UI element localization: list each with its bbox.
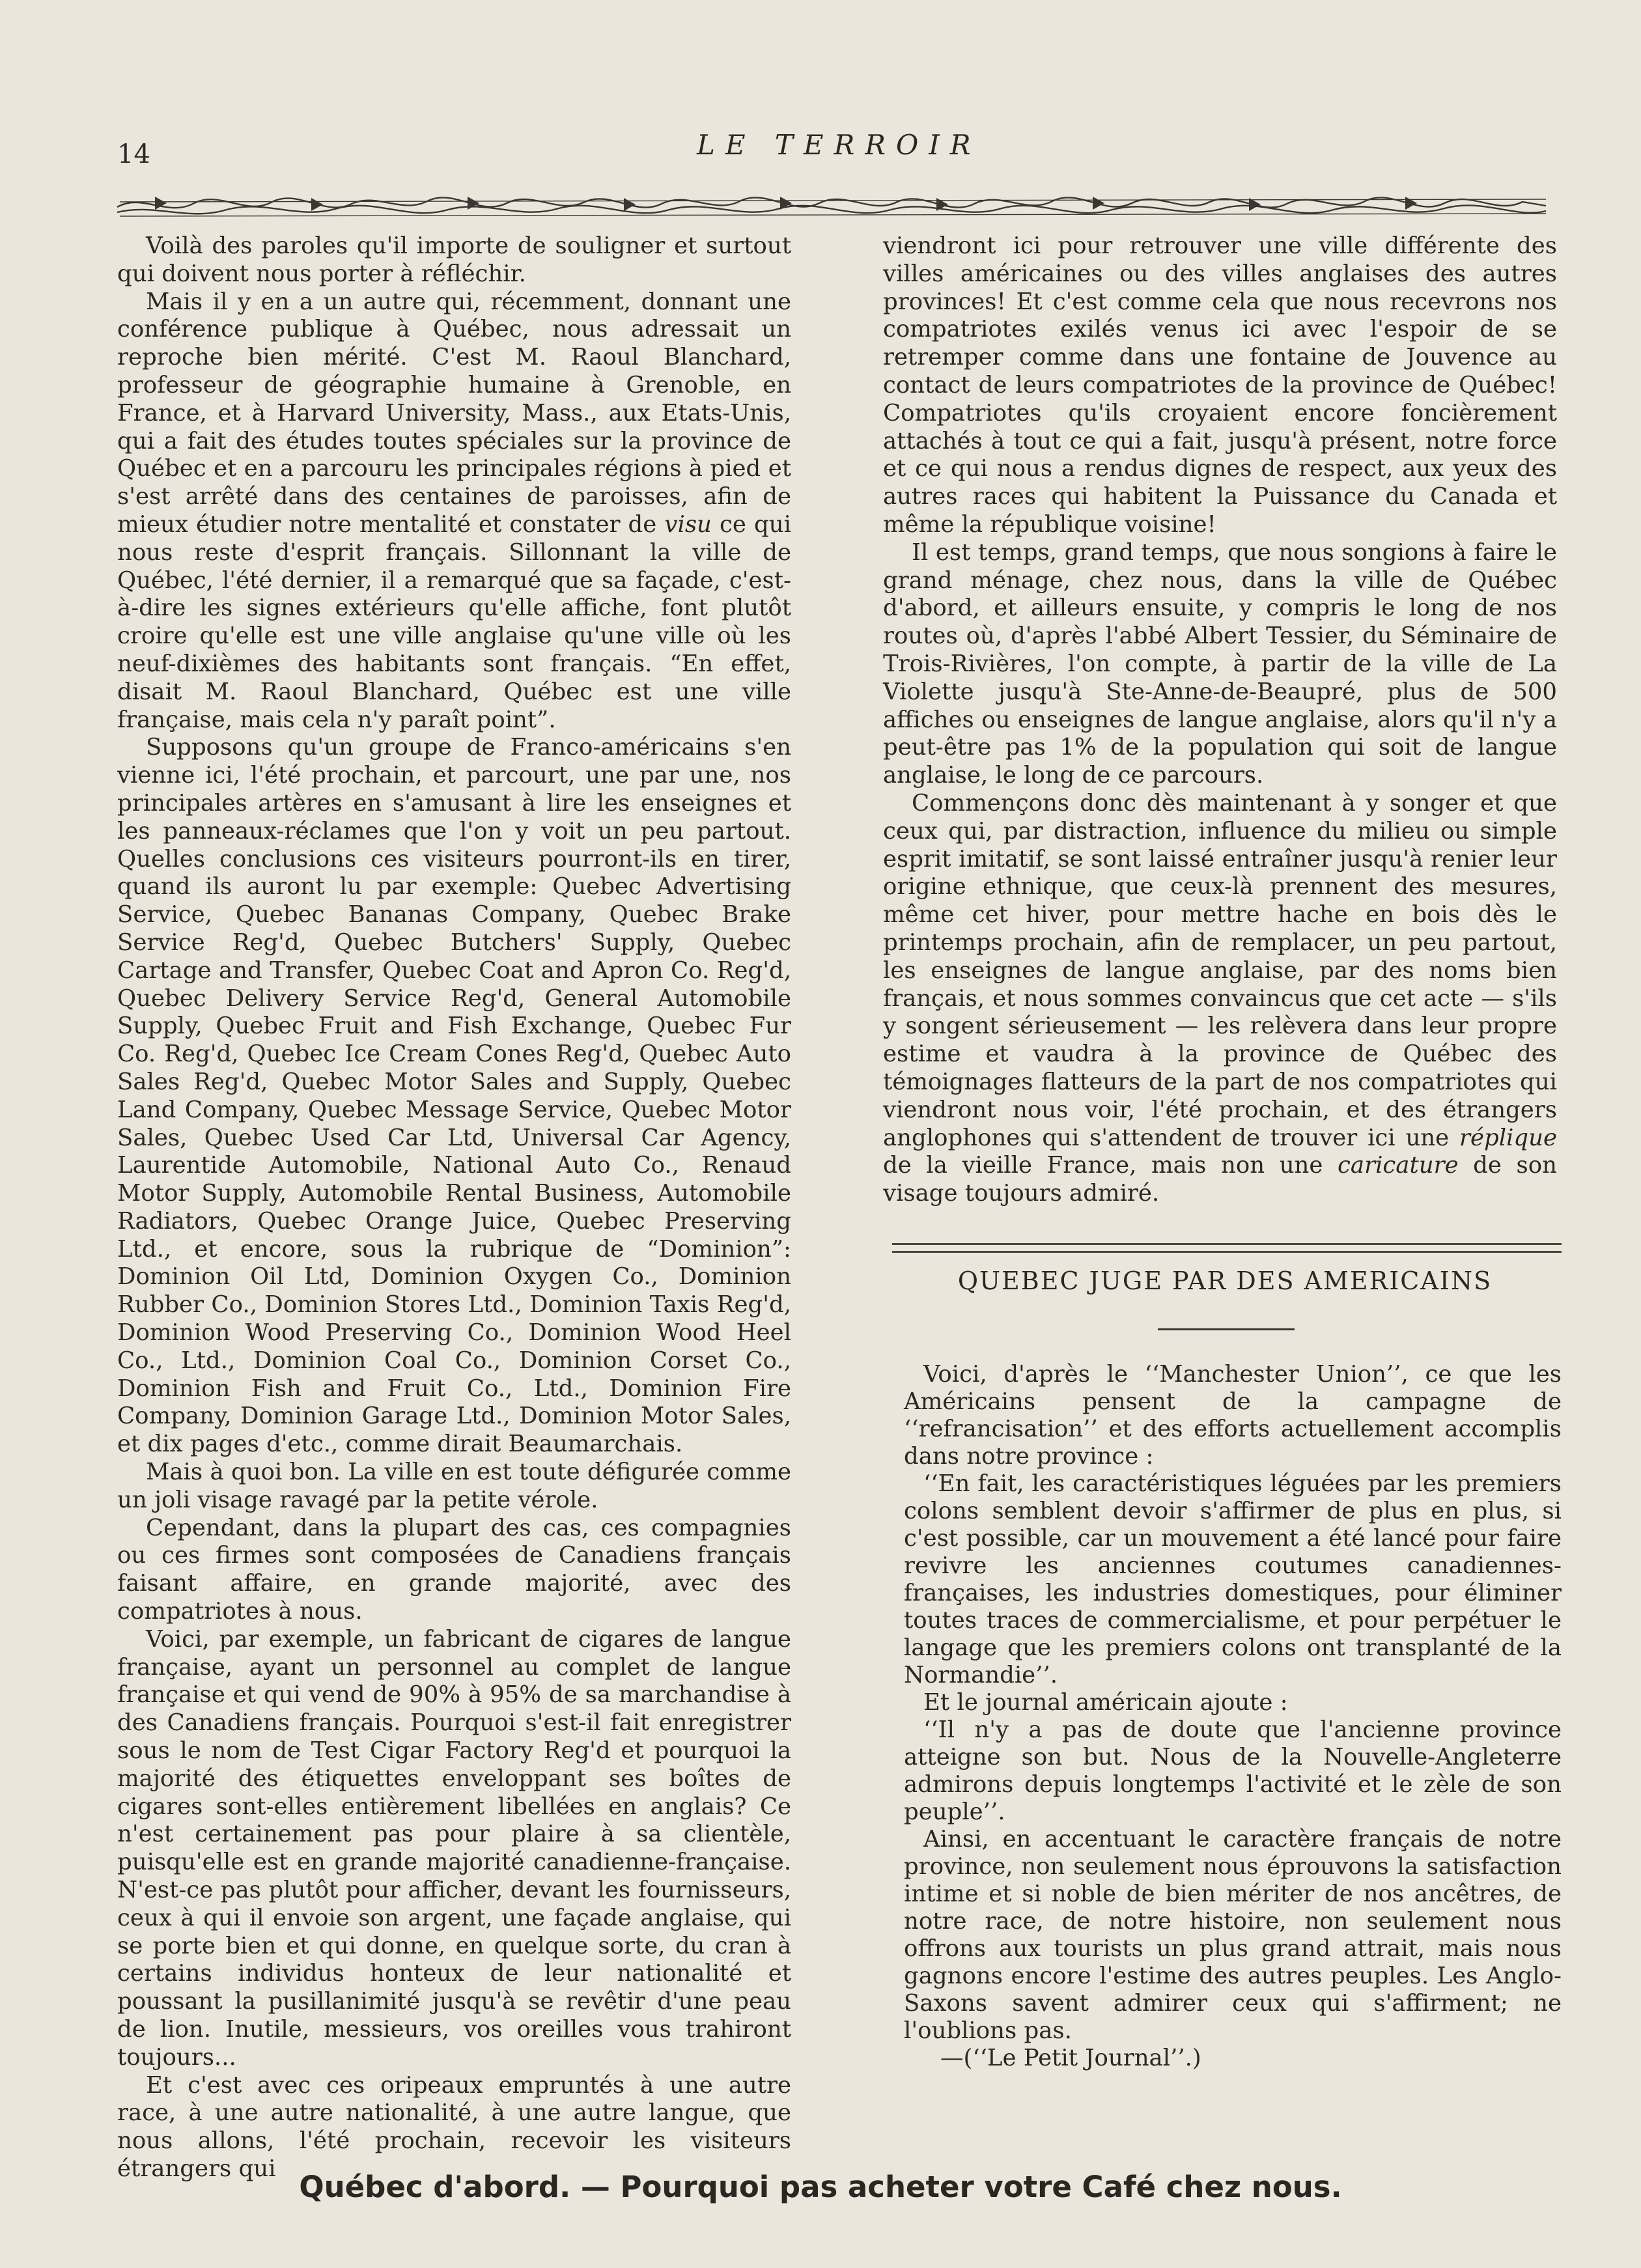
footer-slogan: Québec d'abord. — Pourquoi pas acheter votre Café chez nous. [299, 2170, 1342, 2204]
right-paragraph-2: Il est temps, grand temps, que nous songions à faire le grand ménage, chez nous, dans la ville de Québec d'abord, et ailleurs ensuite, y compris le long de nos routes où, d'après l'abbé Albert Tessier, du Séminaire de Trois-Rivières, l'on compte, à partir de la ville de La Violette jusqu'à Ste-Anne-de-Beaupré, plus de 500 affiches ou enseignes de langue anglaise, alors qu'il n'y a peut-être pas 1% de la population qui soit de langue anglaise, le long de ce parcours. [883, 539, 1557, 789]
section-paragraph-3: Et le journal américain ajoute : [923, 1689, 1288, 1716]
right-paragraph-1: viendront ici pour retrouver une ville différente des villes américaines ou des villes anglaises des autres provinces! Et c'est comme cela que nous recevrons nos compatriotes exilés venus ici avec l'espoir de se retremper comme dans une fontaine de Jouvence au contact de leurs compatriotes de la province de Québec! Compatriotes qu'ils croyaient encore foncièrement attachés à tout ce qui a fait, jusqu'à présent, notre force et ce qui nous a rendus dignes de respect, aux yeux des autres races qui habitent la Puissance du Canada et même la république voisine! [883, 232, 1557, 538]
title-underline [1158, 1328, 1295, 1330]
page-number: 14 [117, 139, 150, 169]
running-head: LE TERROIR [697, 129, 981, 161]
left-paragraph-3: Supposons qu'un groupe de Franco-américains s'en vienne ici, l'été prochain, et parcourt, une par une, nos principales artères en s'amusant à lire les enseignes et les panneaux-réclames que l'on y voit un peu partout. Quelles conclusions ces visiteurs pourront-ils en tirer, quand ils auront lu par exemple: Quebec Advertising Service, Quebec Bananas Company, Quebec Brake Service Reg'd, Quebec Butchers' Supply, Quebec Cartage and Transfer, Quebec Coat and Apron Co. Reg'd, Quebec Delivery Service Reg'd, General Automobile Supply, Quebec Fruit and Fish Exchange, Quebec Fur Co. Reg'd, Quebec Ice Cream Cones Reg'd, Quebec Auto Sales Reg'd, Quebec Motor Sales and Supply, Quebec Land Company, Quebec Message Service, Quebec Motor Sales, Quebec Used Car Ltd, Universal Car Agency, Laurentide Automobile, National Auto Co., Renaud Motor Supply, Automobile Rental Business, Automobile Radiators, Quebec Orange Juice, Quebec Preserving Ltd., et encore, sous la rubrique de “Dominion”: Dominion Oil Ltd, Dominion Oxygen Co., Dominion Rubber Co., Dominion Stores Ltd., Dominion Taxis Reg'd, Dominion Wood Preserving Co., Dominion Wood Heel Co., Ltd., Dominion Coal Co., Dominion Corset Co., Dominion Fish and Fruit Co., Ltd., Dominion Fire Company, Dominion Garage Ltd., Dominion Motor Sales, et dix pages d'etc., comme dirait Beaumarchais. [117, 734, 791, 1458]
ornamental-border [116, 184, 1547, 225]
section-title: QUEBEC JUGE PAR DES AMERICAINS [957, 1267, 1493, 1295]
right-column [883, 232, 1557, 1208]
left-paragraph-7: Et c'est avec ces oripeaux empruntés à une autre race, à une autre nationalité, à une autre langue, que nous allons, l'été prochain, recevoir les visiteurs étrangers qui [117, 2071, 791, 2182]
italic-replique: réplique [1459, 1124, 1557, 1151]
section-paragraph-2: ‘‘En fait, les caractéristiques léguées par les premiers colons semblent devoir s'affirmer de plus en plus, si c'est possible, car un mouvement a été lancé pour faire revivre les anciennes coutumes canadiennes-françaises, les industries domestiques, pour éliminer toutes traces de commercialisme, et pour perpétuer le langage que les premiers colons ont transplanté de la Normandie’’. [904, 1470, 1562, 1688]
italic-visu: visu [664, 511, 712, 538]
left-paragraph-4: Mais à quoi bon. La ville en est toute défigurée comme un joli visage ravagé par la petite vérole. [117, 1459, 791, 1513]
section-divider [892, 1243, 1562, 1253]
right-paragraph-3: Commençons donc dès maintenant à y songer et que ceux qui, par distraction, influence du milieu ou simple esprit imitatif, se sont laissé entraîner jusqu'à renier leur origine ethnique, que ceux-là prennent des mesures, même cet hiver, pour mettre hache en bois dès le printemps prochain, afin de remplacer, un peu partout, les enseignes de langue anglaise, par des noms bien français, et nous sommes convaincus que cet acte — s'ils y songent sérieusement — les relèvera dans leur propre estime et vaudra à la province de Québec des témoignages flatteurs de la part de nos compatriotes qui viendront nous voir, l'été prochain, et des étrangers anglophones qui s'attendent de trouver ici une réplique de la vieille France, mais non une caricature de son visage toujours admiré. [883, 789, 1557, 1207]
section-source: —(‘‘Le Petit Journal’’.) [940, 2045, 1201, 2071]
section-paragraph-5: Ainsi, en accentuant le caractère français de notre province, non seulement nous éprouvons la satisfaction intime et si noble de bien mériter de nos ancêtres, de notre race, de notre histoire, non seulement nous offrons aux tourists un plus grand attrait, mais nous gagnons encore l'estime des autres peuples. Les Anglo-Saxons savent admirer ceux qui s'affirment; ne l'oublions pas. [904, 1826, 1562, 2044]
left-column [117, 232, 791, 2183]
left-paragraph-2: Mais il y en a un autre qui, récemment, donnant une conférence publique à Québec, nous adressait un reproche bien mérité. C'est M. Raoul Blanchard, professeur de géographie humaine à Grenoble, en France, et à Harvard University, Mass., aux Etats-Unis, qui a fait des études toutes spéciales sur la province de Québec et en a parcouru les principales régions à pied et s'est arrêté dans des centaines de paroisses, afin de mieux étudier notre mentalité et constater de visu ce qui nous reste d'esprit français. Sillonnant la ville de Québec, l'été dernier, il a remarqué que sa façade, c'est-à-dire les signes extérieurs qu'elle affiche, font plutôt croire qu'elle est une ville anglaise qu'une ville où les neuf-dixièmes des habitants sont français. “En effet, disait M. Raoul Blanchard, Québec est une ville française, mais cela n'y paraît point”. [117, 288, 791, 733]
left-paragraph-1: Voilà des paroles qu'il importe de souligner et surtout qui doivent nous porter à réfléchir. [117, 232, 791, 287]
left-paragraph-6: Voici, par exemple, un fabricant de cigares de langue française, ayant un personnel au complet de langue française et qui vend de 90% à 95% de sa marchandise à des Canadiens français. Pourquoi s'est-il fait enregistrer sous le nom de Test Cigar Factory Reg'd et pourquoi la majorité des étiquettes enveloppant ses boîtes de cigares sont-elles entièrement libellées en anglais? Ce n'est certainement pas pour plaire à sa clientèle, puisqu'elle est en grande majorité canadienne-française. N'est-ce pas plutôt pour afficher, devant les fournisseurs, ceux à qui il envoie son argent, une façade anglaise, qui se porte bien et qui donne, en quelque sorte, du cran à certains individus honteux de leur nationalité et poussant la pusillanimité jusqu'à se revêtir d'une peau de lion. Inutile, messieurs, vos oreilles vous trahiront toujours... [117, 1625, 791, 2071]
section-paragraph-4: ‘‘Il n'y a pas de doute que l'ancienne province atteigne son but. Nous de la Nouvelle-Angleterre admirons depuis longtemps l'activité et le zèle de son peuple’’. [904, 1716, 1562, 1825]
section-paragraph-1: Voici, d'après le ‘‘Manchester Union’’, ce que les Américains pensent de la campagne de ‘‘refrancisation’’ et des efforts actuellement accomplis dans notre province : [904, 1361, 1562, 1470]
left-paragraph-5: Cependant, dans la plupart des cas, ces compagnies ou ces firmes sont composées de Canadiens français faisant affaire, en grande majorité, avec des compatriotes à nous. [117, 1514, 791, 1625]
section-body [904, 1361, 1562, 2072]
italic-caricature: caricature [1338, 1152, 1459, 1179]
